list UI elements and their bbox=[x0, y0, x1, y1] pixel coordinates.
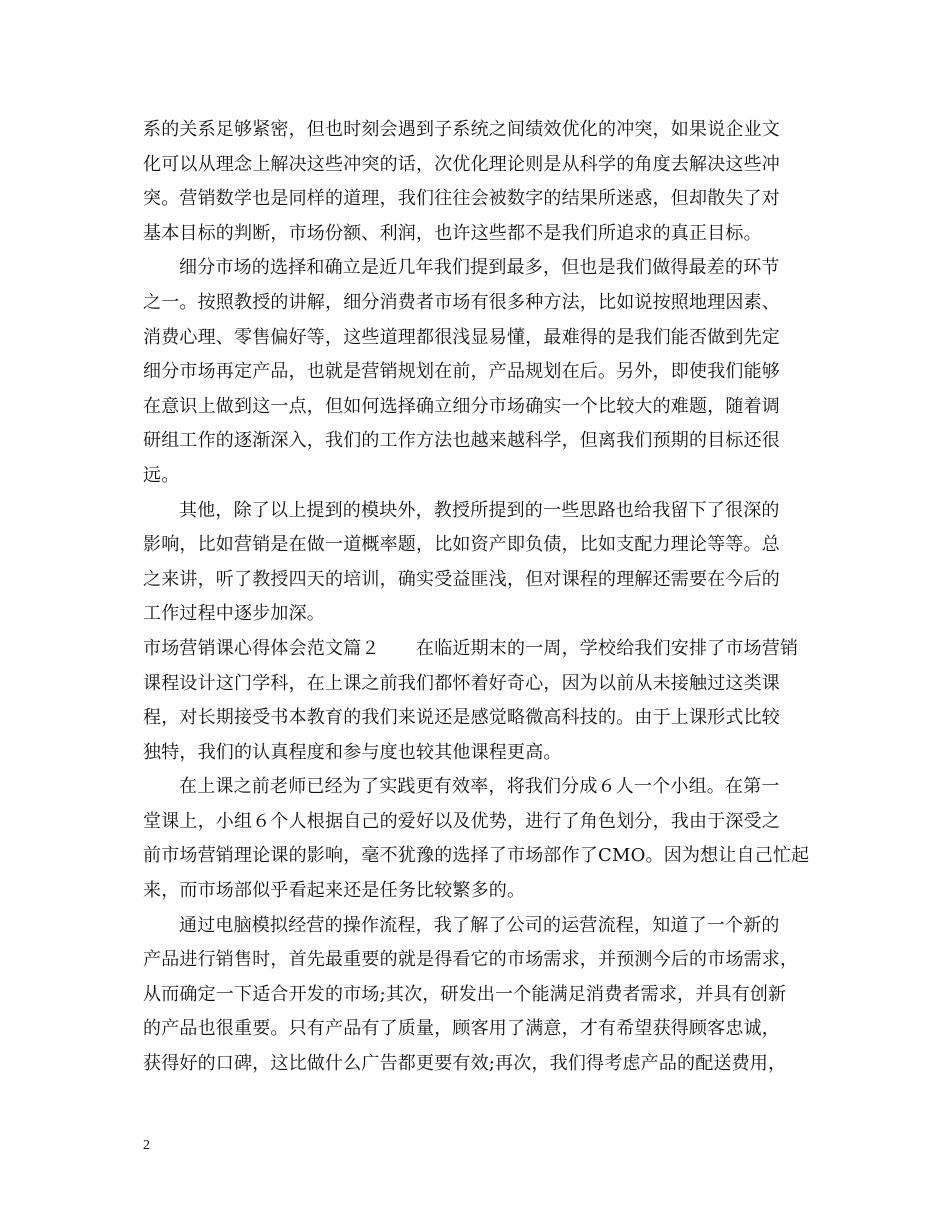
text-line: 的产品也很重要。只有产品有了质量，顾客用了满意，才有希望获得顾客忠诚， bbox=[143, 1018, 780, 1040]
text-line: 通过电脑模拟经营的操作流程，我了解了公司的运营流程，知道了一个新的 bbox=[179, 914, 780, 936]
text-line: 前市场营销理论课的影响，毫不犹豫的选择了市场部作了CMO。因为想让自己忙起 bbox=[143, 845, 810, 867]
document-body bbox=[143, 113, 811, 1082]
text-line: 市场营销课心得体会范文篇２ 在临近期末的一周，学校给我们安排了市场营销 bbox=[143, 637, 799, 659]
paragraph-6 bbox=[143, 909, 811, 1082]
page-number: 2 bbox=[143, 1138, 150, 1153]
text-line: 之来讲，听了教授四天的培训，确实受益匪浅，但对课程的理解还需要在今后的 bbox=[143, 568, 780, 590]
text-line: 影响，比如营销是在做一道概率题，比如资产即负债，比如支配力理论等等。总 bbox=[143, 534, 780, 556]
text-line: 获得好的口碑，这比做什么广告都更要有效;再次，我们得考虑产品的配送费用， bbox=[143, 1053, 787, 1075]
text-line: 远。 bbox=[143, 464, 180, 486]
text-line: 细分市场再定产品，也就是营销规划在前，产品规划在后。另外，即使我们能够 bbox=[143, 361, 780, 383]
text-line: 来，而市场部似乎看起来还是任务比较繁多的。 bbox=[143, 880, 526, 902]
text-line: 从而确定一下适合开发的市场;其次，研发出一个能满足消费者需求，并具有创新 bbox=[143, 983, 787, 1005]
text-line: 程，对长期接受书本教育的我们来说还是感觉略微高科技的。由于上课形式比较 bbox=[143, 707, 780, 729]
text-line: 系的关系足够紧密，但也时刻会遇到子系统之间绩效优化的冲突，如果说企业文 bbox=[143, 119, 780, 140]
text-line: 独特，我们的认真程度和参与度也较其他课程更高。 bbox=[143, 741, 562, 763]
text-line: 基本目标的判断，市场份额、利润，也许这些都不是我们所追求的真正目标。 bbox=[143, 222, 762, 244]
text-line: 产品进行销售时，首先最重要的就是得看它的市场需求，并预测今后的市场需求， bbox=[143, 949, 799, 971]
paragraph-4-heading bbox=[143, 632, 811, 770]
text-line: 细分市场的选择和确立是近几年我们提到最多，但也是我们做得最差的环节 bbox=[179, 257, 780, 279]
text-line: 化可以从理念上解决这些冲突的话，次优化理论则是从科学的角度去解决这些冲 bbox=[143, 153, 780, 175]
paragraph-5 bbox=[143, 770, 811, 908]
text-line: 堂课上，小组６个人根据自己的爱好以及优势，进行了角色划分，我由于深受之 bbox=[143, 810, 780, 832]
text-line: 其他，除了以上提到的模块外，教授所提到的一些思路也给我留下了很深的 bbox=[179, 499, 780, 521]
text-line: 之一。按照教授的讲解，细分消费者市场有很多种方法，比如说按照地理因素、 bbox=[143, 291, 780, 313]
paragraph-3 bbox=[143, 494, 811, 632]
text-line: 突。营销数学也是同样的道理，我们往往会被数字的结果所迷惑，但却散失了对 bbox=[143, 188, 780, 210]
text-line: 消费心理、零售偏好等，这些道理都很浅显易懂，最难得的是我们能否做到先定 bbox=[143, 326, 780, 348]
text-line: 在意识上做到这一点，但如何选择确立细分市场确实一个比较大的难题，随着调 bbox=[143, 395, 780, 417]
text-line: 课程设计这门学科，在上课之前我们都怀着好奇心，因为以前从未接触过这类课 bbox=[143, 672, 780, 694]
text-line: 在上课之前老师已经为了实践更有效率，将我们分成６人一个小组。在第一 bbox=[179, 776, 780, 798]
paragraph-1 bbox=[143, 113, 811, 251]
text-line: 工作过程中逐步加深。 bbox=[143, 603, 325, 625]
paragraph-2 bbox=[143, 251, 811, 493]
text-line: 研组工作的逐渐深入，我们的工作方法也越来越科学，但离我们预期的目标还很 bbox=[143, 430, 780, 452]
